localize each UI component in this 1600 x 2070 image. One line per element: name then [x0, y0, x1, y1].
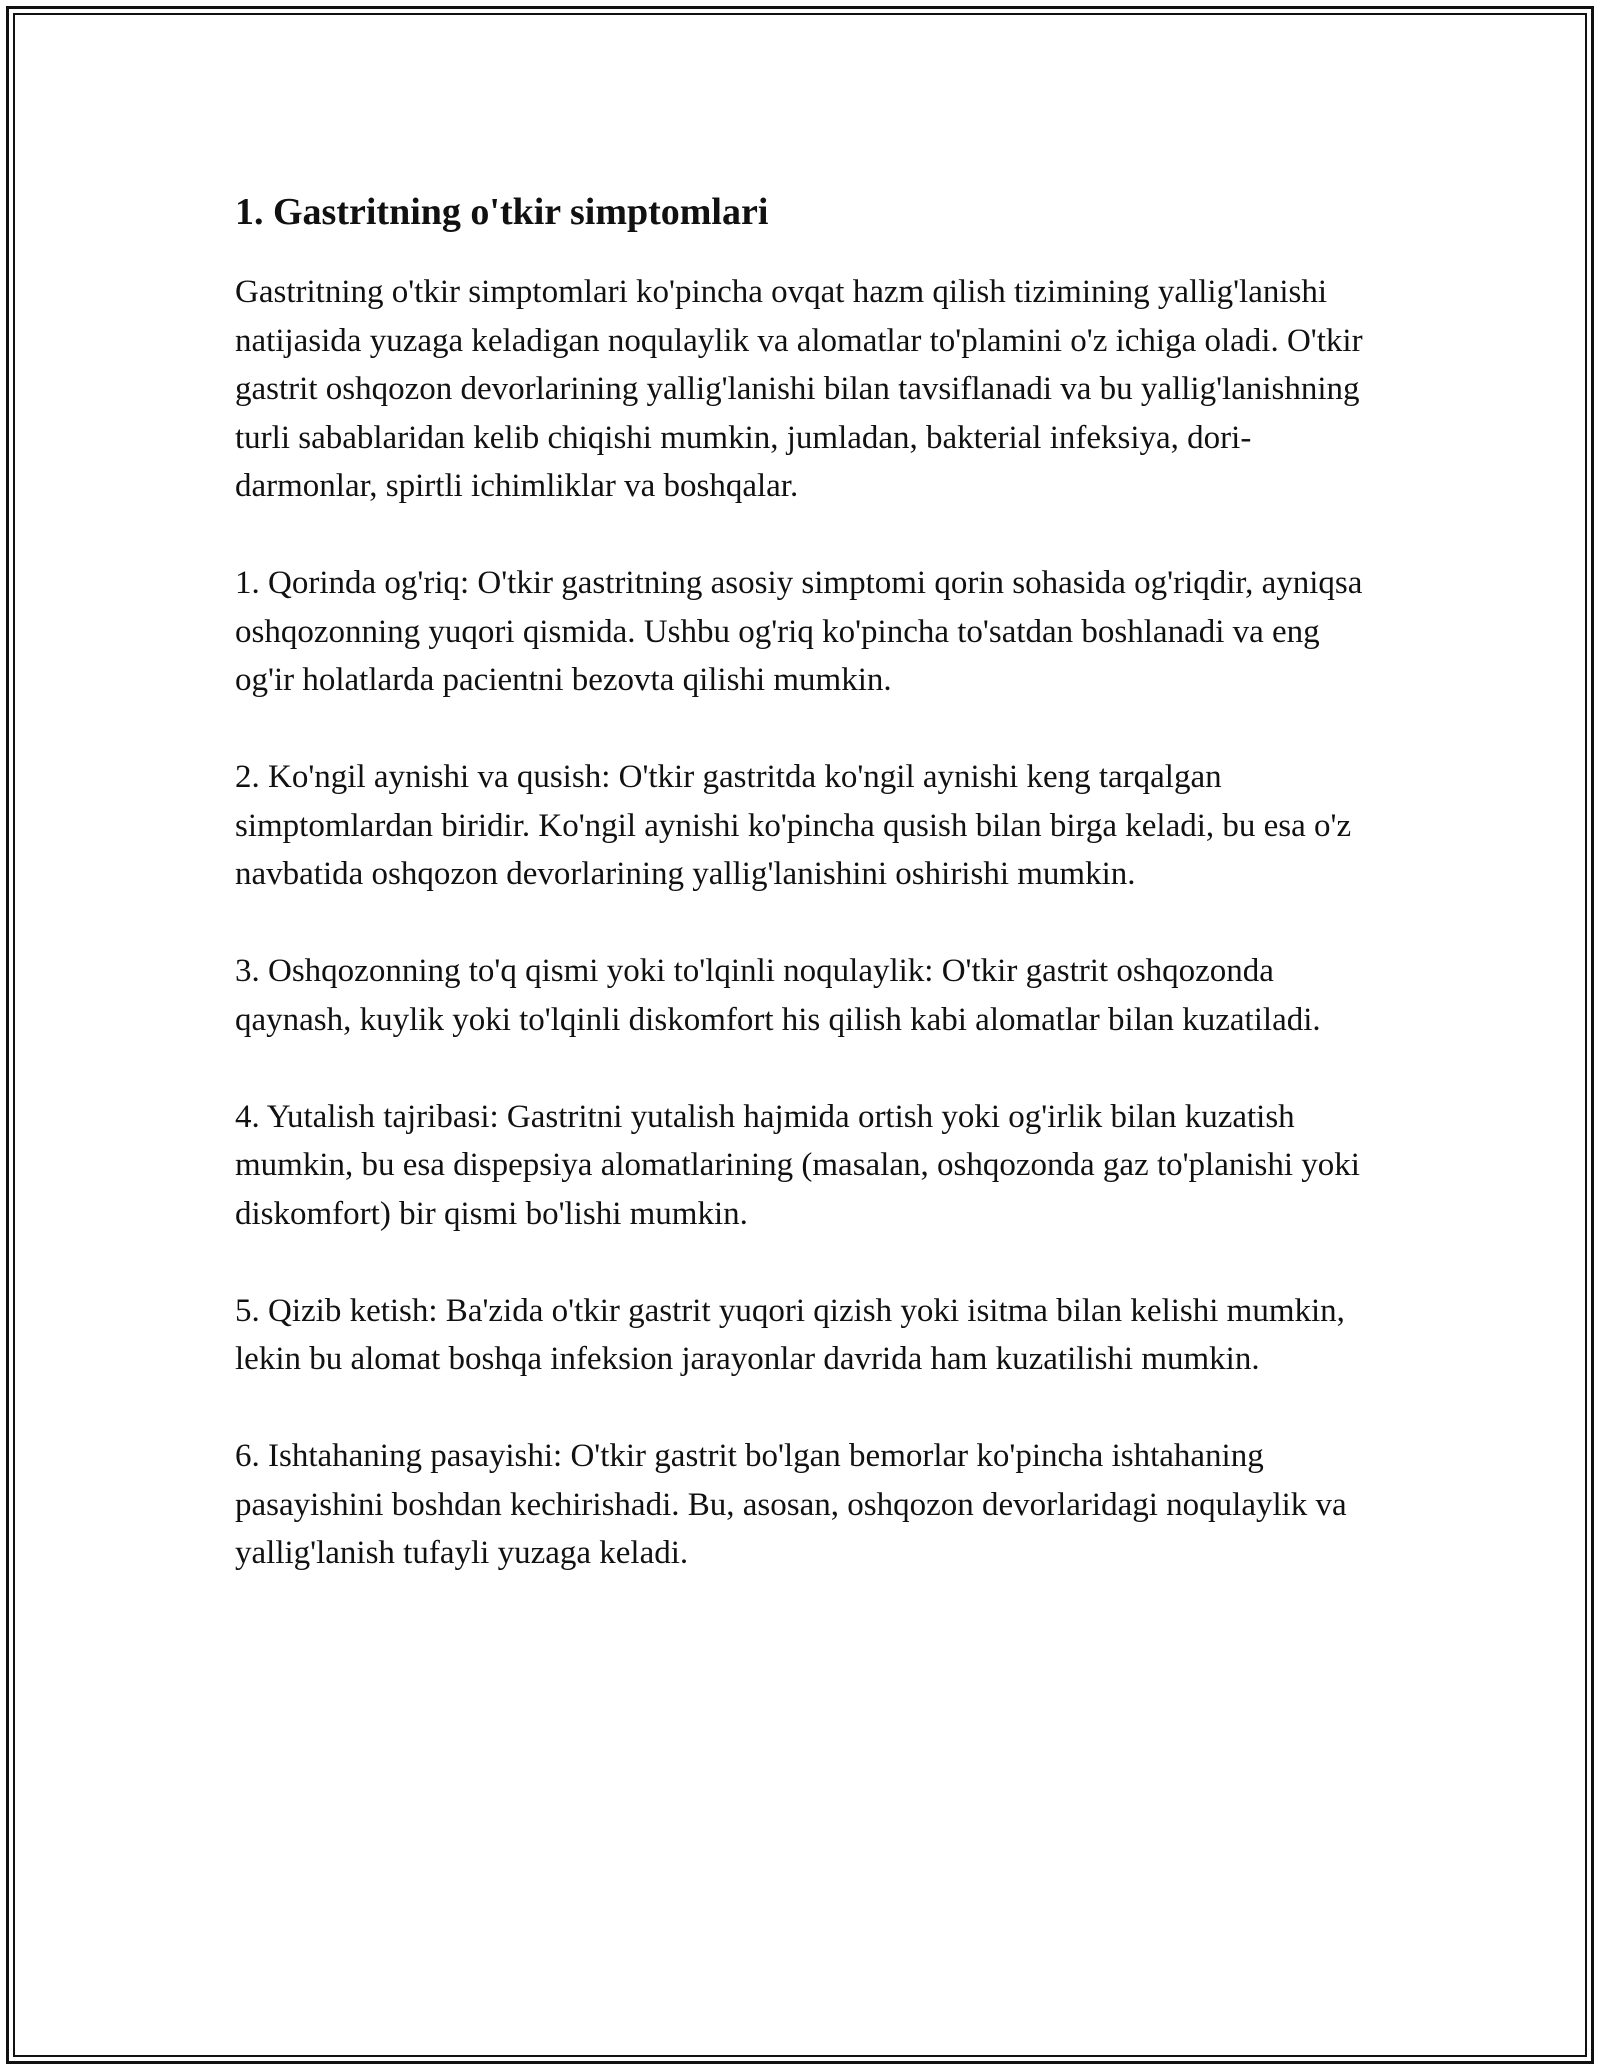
symptom-paragraph-swallowing: 4. Yutalish tajribasi: Gastritni yutalish hajmida ortish yoki og'irlik bilan kuzatish mumkin, bu esa dispepsiya alomatlarining (masalan, oshqozonda gaz to'planishi yoki diskomfort) bir qismi bo'lishi mumkin. — [235, 1098, 1360, 1232]
symptom-paragraph-stomach-discomfort: 3. Oshqozonning to'q qismi yoki to'lqinli noqulaylik: O'tkir gastrit oshqozonda qaynash, kuylik yoki to'lqinli diskomfort his qilish kabi alomatlar bilan kuzatiladi. — [235, 953, 1321, 1038]
document-body — [235, 186, 1375, 1626]
symptom-paragraph-fever: 5. Qizib ketish: Ba'zida o'tkir gastrit yuqori qizish yoki isitma bilan kelishi mumkin, lekin bu alomat boshqa infeksion jarayonlar davrida ham kuzatilishi mumkin. — [235, 1292, 1345, 1377]
symptom-paragraph-abdominal-pain: 1. Qorinda og'riq: O'tkir gastritning asosiy simptomi qorin sohasida og'riqdir, ayniqsa oshqozonning yuqori qismida. Ushbu og'riq ko'pincha to'satdan boshlanadi va eng og'ir holatlarda pacientni bezovta qilishi mumkin. — [235, 565, 1363, 698]
intro-paragraph: Gastritning o'tkir simptomlari ko'pincha ovqat hazm qilish tizimining yallig'lanishi natijasida yuzaga keladigan noqulaylik va alomatlar to'plamini o'z ichiga oladi. O'tkir gastrit oshqozon devorlarining yallig'lanishi bilan tavsiflanadi va bu yallig'lanishning turli sabablaridan kelib chiqishi mumkin, jumladan, bakterial infeksiya, dori-darmonlar, spirtli ichimliklar va boshqalar. — [235, 274, 1363, 504]
symptom-paragraph-nausea-vomiting: 2. Ko'ngil aynishi va qusish: O'tkir gastritda ko'ngil aynishi keng tarqalgan simptomlardan biridir. Ko'ngil aynishi ko'pincha qusish bilan birga keladi, bu esa o'z navbatida oshqozon devorlarining yallig'lanishini oshirishi mumkin. — [235, 759, 1352, 892]
document-title: 1. Gastritning o'tkir simptomlari — [235, 191, 769, 233]
symptom-paragraph-appetite-loss: 6. Ishtahaning pasayishi: O'tkir gastrit bo'lgan bemorlar ko'pincha ishtahaning pasayishini boshdan kechirishadi. Bu, asosan, oshqozon devorlaridagi noqulaylik va yallig'lanish tufayli yuzaga keladi. — [235, 1438, 1347, 1571]
